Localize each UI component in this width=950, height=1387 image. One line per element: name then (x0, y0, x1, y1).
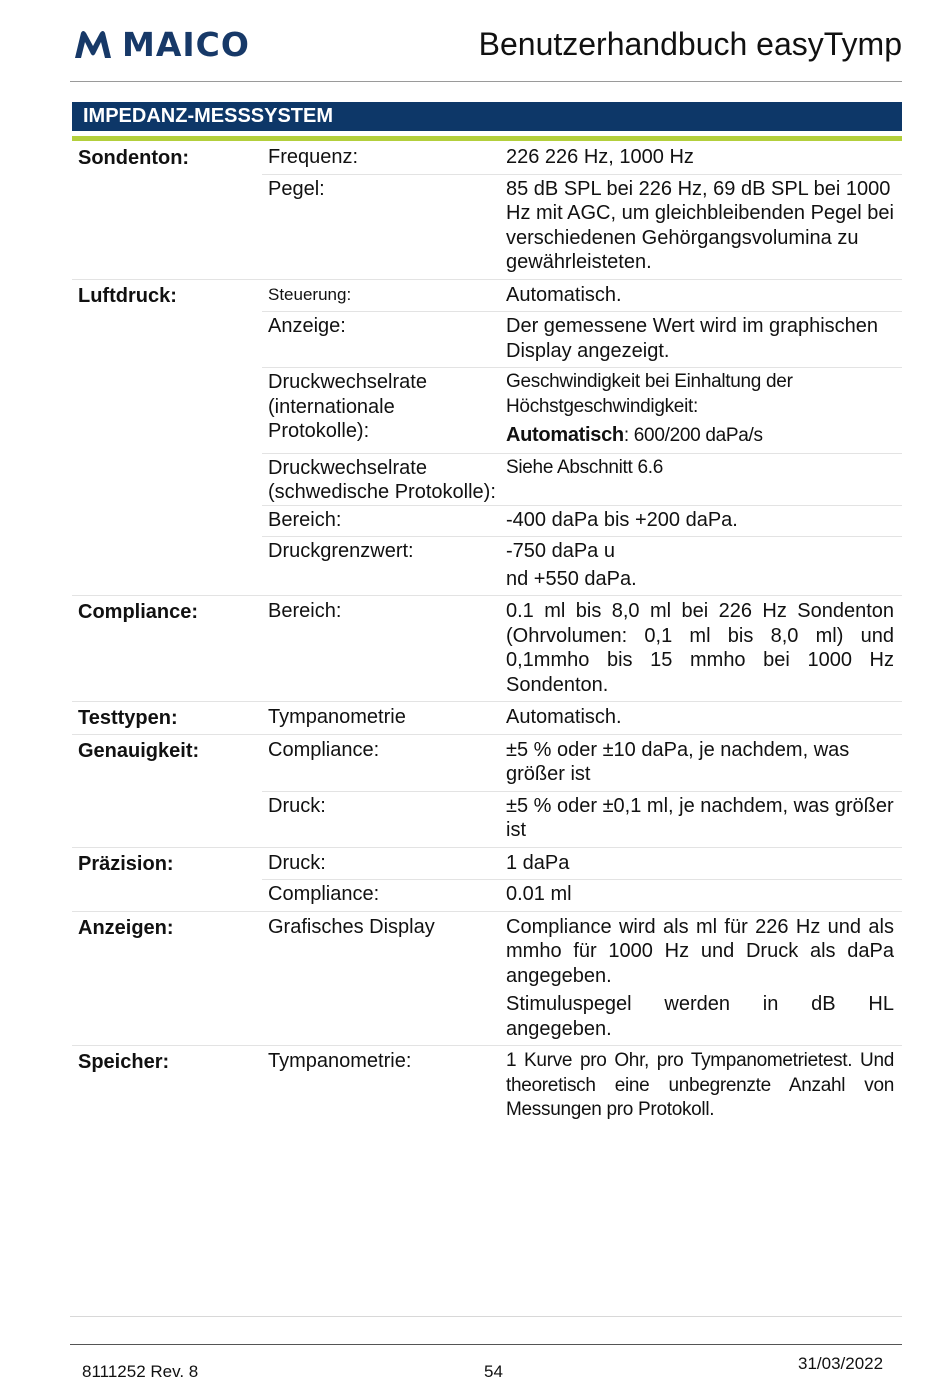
spec-parameter-label: Anzeige: (268, 315, 346, 337)
spec-value-line: 1 daPa (506, 851, 570, 874)
spec-value-line: Compliance wird als ml für 226 Hz und als mmho für 1000 Hz und Druck als daPa angegeben. (506, 915, 894, 987)
spec-row (72, 702, 902, 735)
spec-value-line: -750 daPa u (506, 540, 615, 562)
spec-value-line: 0.01 ml (506, 883, 572, 905)
spec-parameter-label: Bereich: (268, 600, 342, 622)
spec-row (72, 505, 902, 537)
spec-group-label: Compliance: (78, 601, 199, 623)
spec-value-line: nd +550 daPa. (506, 567, 637, 590)
spec-value (506, 174, 894, 279)
page-header (70, 22, 902, 82)
spec-value-rest: : 600/200 daPa/s (623, 425, 763, 446)
spec-value (506, 311, 894, 367)
spec-value-line: Stimuluspegel werden in dB HL angegeben. (506, 993, 894, 1040)
spec-row (72, 536, 902, 596)
logo-wordmark: MAICO (122, 25, 250, 64)
spec-parameter-label: Druckwechselrate (schwedische Protokolle): (268, 456, 496, 503)
spec-parameter-label: Pegel: (268, 177, 325, 200)
spec-value (506, 702, 894, 734)
maico-logo (72, 25, 250, 64)
spec-value-line: Siehe Abschnitt 6.6 (506, 456, 663, 478)
spec-row (72, 174, 902, 280)
spec-value (506, 791, 894, 847)
spec-parameter-label: Steuerung: (268, 284, 352, 304)
spec-parameter-label: Druckgrenzwert: (268, 540, 414, 562)
spec-table (72, 142, 902, 1127)
spec-value-line: 1 Kurve pro Ohr, pro Tympanometrietest. Und theoretisch eine unbegrenzte Anzahl von Messungen pro Protokoll. (506, 1050, 894, 1120)
spec-parameter-label: Compliance: (268, 738, 380, 761)
spec-value (506, 142, 894, 174)
spec-row (72, 735, 902, 791)
spec-row (72, 367, 902, 453)
spec-value (506, 505, 894, 537)
spec-row (72, 791, 902, 848)
page-number: 54 (484, 1362, 503, 1381)
spec-group-label: Sondenton: (78, 147, 190, 169)
doc-revision: 8111252 Rev. 8 (82, 1362, 199, 1381)
spec-row (72, 879, 902, 912)
spec-parameter-label: Druck: (268, 794, 326, 817)
maico-logo-icon (72, 28, 114, 62)
spec-value-line: ±5 % oder ±10 daPa, je nachdem, was größer ist (506, 738, 850, 785)
spec-parameter-label: Tympanometrie: (268, 1050, 412, 1072)
spec-row (72, 912, 902, 1047)
spec-row (72, 142, 902, 174)
spec-parameter-label: Compliance: (268, 883, 380, 905)
spec-group-label: Luftdruck: (78, 284, 177, 307)
spec-value (506, 735, 894, 791)
spec-row (72, 1046, 902, 1127)
section-heading: IMPEDANZ-MESSSYSTEM (72, 102, 902, 131)
spec-group-label: Speicher: (78, 1051, 170, 1073)
header-divider (70, 81, 902, 82)
spec-group-label: Anzeigen: (78, 916, 174, 939)
document-title: Benutzerhandbuch easyTymp (478, 26, 902, 62)
spec-row (72, 280, 902, 312)
section-accent-line (72, 136, 902, 141)
spec-value (506, 879, 894, 911)
spec-row (72, 596, 902, 702)
spec-parameter-label: Druckwechselrate (internationale Protokolle): (268, 371, 427, 442)
spec-row (72, 848, 902, 880)
spec-value-line: -400 daPa bis +200 daPa. (506, 508, 738, 531)
spec-parameter-label: Grafisches Display (268, 915, 435, 938)
spec-value (506, 1046, 894, 1127)
spec-value (506, 536, 894, 595)
spec-value-line: Der gemessene Wert wird im graphischen Display angezeigt. (506, 315, 879, 362)
footer-divider (70, 1344, 902, 1345)
spec-row (72, 453, 902, 505)
spec-value-line: Geschwindigkeit bei Einhaltung der Höchstgeschwindigkeit: (506, 371, 793, 417)
footer-divider-light (70, 1316, 902, 1317)
spec-value-line: 85 dB SPL bei 226 Hz, 69 dB SPL bei 1000 Hz mit AGC, um gleichbleibenden Pegel bei verschiedenen Gehörgangsvolumina zu gewährleisteten. (506, 177, 894, 273)
spec-value-line: Automatisch. (506, 283, 622, 306)
spec-value (506, 848, 894, 880)
spec-group-label: Genauigkeit: (78, 739, 200, 762)
spec-group-label: Testtypen: (78, 707, 178, 729)
doc-date: 31/03/2022 (798, 1354, 884, 1373)
spec-parameter-label: Frequenz: (268, 146, 359, 168)
spec-value (506, 912, 894, 1046)
spec-value-line: 0.1 ml bis 8,0 ml bei 226 Hz Sondenton (Ohrvolumen: 0,1 ml bis 8,0 ml) und 0,1mmho bis 15 mmho bei 1000 Hz Sondenton. (506, 600, 894, 696)
spec-group-label: Präzision: (78, 852, 174, 875)
spec-value (506, 280, 894, 312)
spec-value-emphasis: Automatisch (506, 424, 624, 446)
spec-value (506, 367, 894, 453)
spec-value-line: 226 226 Hz, 1000 Hz (506, 146, 694, 168)
spec-row (72, 311, 902, 367)
spec-parameter-label: Tympanometrie (268, 706, 406, 728)
spec-parameter-label: Bereich: (268, 508, 342, 531)
spec-parameter-label: Druck: (268, 851, 326, 874)
spec-value-line: ±5 % oder ±0,1 ml, je nachdem, was größer ist (506, 794, 894, 841)
spec-value (506, 596, 894, 701)
spec-value (506, 453, 894, 505)
spec-value-line: Automatisch. (506, 706, 622, 728)
